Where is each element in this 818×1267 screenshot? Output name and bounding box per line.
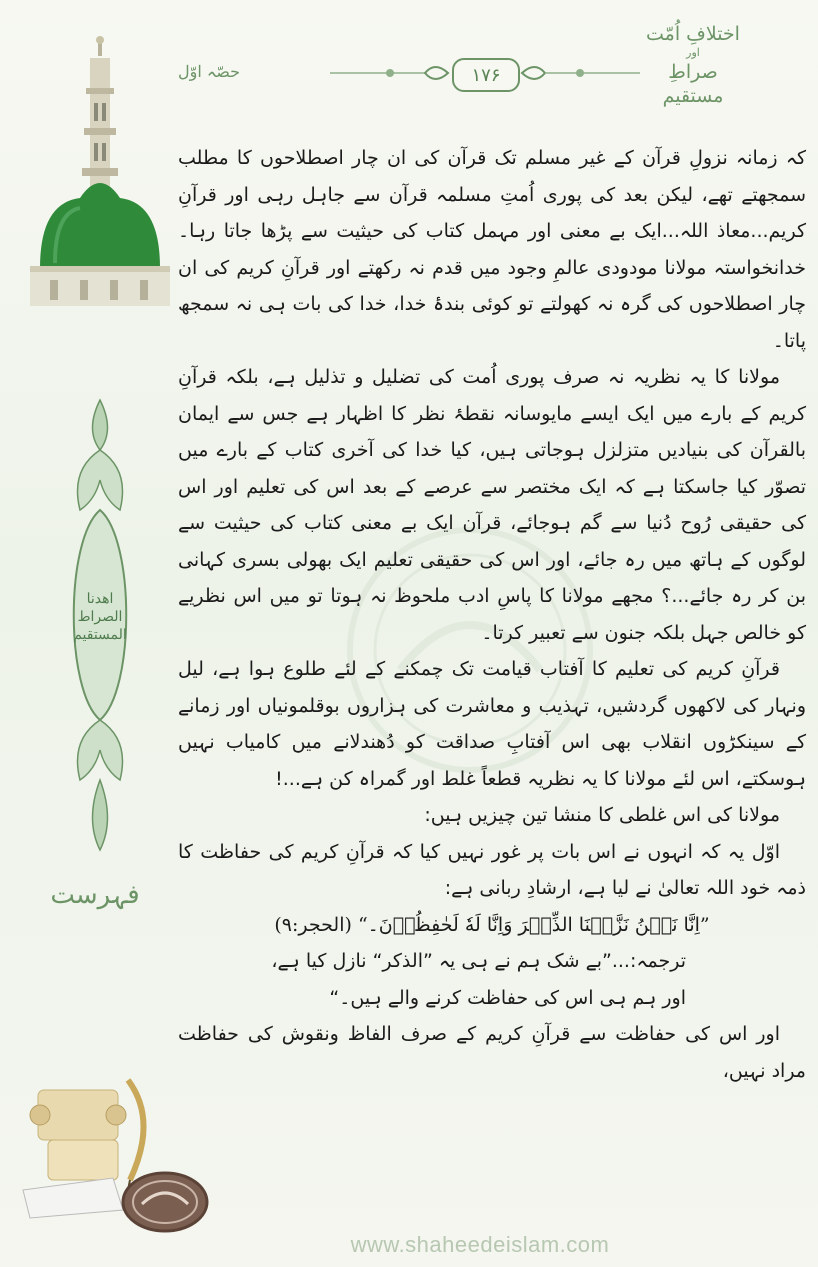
frame-text-line3: المستقیم [73,627,127,643]
paragraph-4: مولانا کی اس غلطی کا منشا تین چیزیں ہیں: [424,804,780,826]
book-title [638,22,748,108]
paragraph-1: کہ زمانہ نزولِ قرآن کے غیر مسلم تک قرآن کی ان چار اصطلاحوں کا مطلب سمجھتے تھے، لیکن بعد کی پوری اُمتِ مسلمہ قرآن سے جاہل رہی اور قرآنِ کریم...معاذ اللہ...ایک بے معنی اور مہمل کتاب کی حیثیت سے پڑھا جاتا رہا۔خدانخواستہ مولانا مودودی عالمِ وجود میں قدم نہ رکھتے اور قرآنِ کریم کی ان چار اصطلاحوں کی گرہ نہ کھولتے تو کوئی بندۂ خدا، خدا کی بات ہی نہ سمجھ پاتا۔ [178,147,806,352]
page-body [178,140,806,1089]
frame-text-line2: الصراط [77,609,123,625]
header-ornament-right [520,58,640,88]
part-label: حصّہ اوّل [178,62,241,81]
frame-text-line1: اھدنا [86,591,114,607]
toc-link[interactable]: فہرست [50,880,140,910]
page-number: ۱۷۶ [452,58,520,92]
header-ornament-left [330,58,450,88]
paragraph-5: اوّل یہ کہ انہوں نے اس بات پر غور نہیں کیا کہ قرآنِ کریم کی حفاظت کا ذمہ خود اللہ تعالیٰ نے لیا ہے، ارشادِ ربانی ہے: [178,840,806,899]
paragraph-3: قرآنِ کریم کی تعلیم کا آفتاب قیامت تک چمکنے کے لئے طلوع ہوا ہے، لیل ونہار کی لاکھوں گردشیں، تہذیب و معاشرت کی ہزاروں بوقلمونیاں اور زمانے کے سینکڑوں انقلاب بھی اس آفتابِ صداقت کو دُھندلانے میں کامیاب نہیں ہوسکتے، اس لئے مولانا کا یہ نظریہ قطعاً غلط اور گمراہ کن ہے...! [178,658,806,790]
quran-verse: ”اِنَّا نَحۡنُ نَزَّلۡنَا الذِّکۡرَ وَاِنَّا لَهٗ لَحٰفِظُوۡنَ۔“ (الحجر:۹) [274,913,710,936]
green-dome-illustration [20,18,180,318]
frame-calligraphy [60,590,140,644]
translation-line-1: ترجمہ:...”بے شک ہم نے ہی یہ ”الذکر“ نازل کیا ہے، [271,950,686,972]
website-link[interactable]: www.shaheedeislam.com [350,1232,610,1257]
paragraph-2: مولانا کا یہ نظریہ نہ صرف پوری اُمت کی تضلیل و تذلیل ہے، بلکہ قرآنِ کریم کے بارے میں ایک ایسے مایوسانہ نقطۂ نظر کا اظہار ہے جس سے ایمان بالقرآن کی بنیادیں متزلزل ہوجاتی ہیں، کیا خدا کی آخری کتاب کے بارے میں تصوّر کیا جاسکتا ہے کہ ایک مختصر سے عرصے کے بعد اس کی تعلیم اور اس کی حقیقی رُوح دُنیا سے گم ہوجائے، قرآن ایک بے معنی کتاب کی حیثیت سے لوگوں کے ہاتھ میں رہ جائے، اور اس کی حقیقی تعلیم ایک بھولی بسری کہانی بن کر رہ جائے...؟ مجھے مولانا کا پاسِ ادب ملحوظ نہ ہوتا تو میں اس نظریے کو خالص جہل بلکہ جنون سے تعبیر کرتا۔ [178,366,806,644]
book-title-line2: اور [686,46,700,59]
paragraph-6: اور اس کی حفاظت سے قرآنِ کریم کے صرف الفاظ ونقوش کی حفاظت مراد نہیں، [178,1023,806,1082]
logo-seal [120,1170,210,1234]
book-title-line1: اختلافِ اُمّت [646,23,740,45]
translation-line-2: اور ہم ہی اس کی حفاظت کرنے والے ہیں۔“ [329,986,686,1009]
book-title-line3: صراطِ مستقیم [662,61,724,107]
